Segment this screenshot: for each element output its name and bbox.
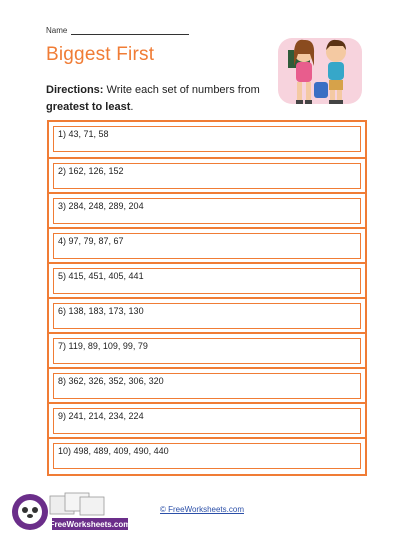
panda-logo-icon	[10, 488, 135, 536]
problem-cell	[49, 332, 365, 368]
directions-lead: Directions:	[46, 84, 104, 96]
problem-cell	[49, 122, 365, 158]
problem-cell	[49, 437, 365, 473]
problem-text: 6) 138, 183, 173, 130	[58, 306, 144, 316]
problem-cell	[49, 402, 365, 438]
problem-cell	[49, 227, 365, 263]
name-line[interactable]	[71, 26, 189, 35]
problem-text: 1) 43, 71, 58	[58, 129, 109, 139]
problem-text: 4) 97, 79, 87, 67	[58, 236, 124, 246]
name-label: Name	[46, 26, 68, 35]
directions-text: Write each set of numbers from	[106, 84, 260, 96]
directions	[46, 82, 296, 116]
problem-text: 3) 284, 248, 289, 204	[58, 201, 144, 211]
problem-text: 5) 415, 451, 405, 441	[58, 271, 144, 281]
problem-cell	[49, 157, 365, 193]
problem-text: 8) 362, 326, 352, 306, 320	[58, 376, 164, 386]
problem-cell	[49, 262, 365, 298]
problem-text: 7) 119, 89, 109, 99, 79	[58, 341, 148, 351]
footer-link[interactable]: © FreeWorksheets.com	[160, 505, 244, 514]
name-field	[46, 26, 189, 35]
kids-illustration-icon	[270, 30, 370, 110]
problem-grid	[47, 120, 367, 476]
problem-cell	[49, 367, 365, 403]
directions-bold: greatest to least	[46, 101, 131, 113]
problem-text: 2) 162, 126, 152	[58, 166, 124, 176]
problem-cell	[49, 297, 365, 333]
problem-text: 9) 241, 214, 234, 224	[58, 411, 144, 421]
directions-end: .	[130, 101, 134, 113]
problem-text: 10) 498, 489, 409, 490, 440	[58, 446, 169, 456]
problem-cell	[49, 192, 365, 228]
page-title: Biggest First	[46, 44, 155, 65]
logo-text: FreeWorksheets.com	[49, 520, 131, 529]
